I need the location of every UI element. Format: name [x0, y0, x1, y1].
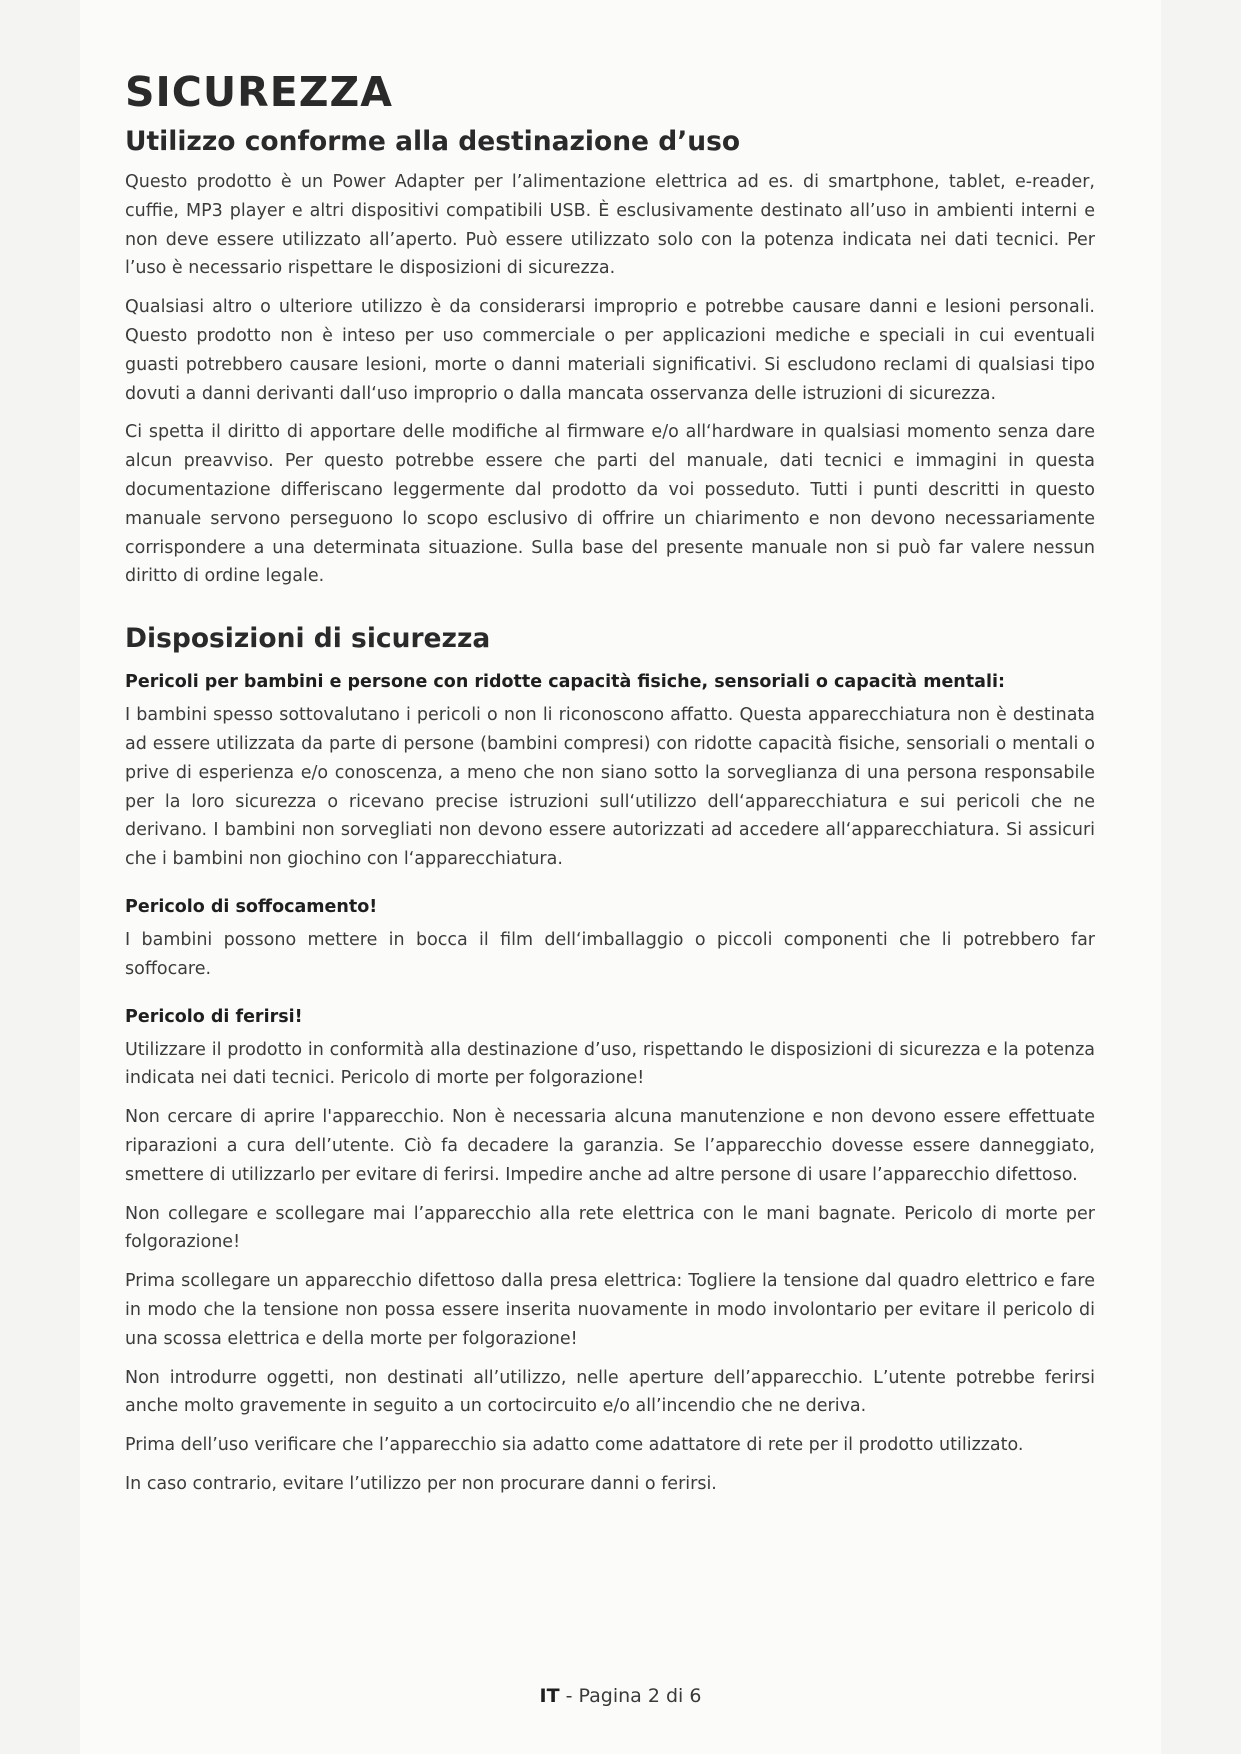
paragraph: Ci spetta il diritto di apportare delle modifiche al firmware e/o all‘hardware in qualsiasi momento senza dare alcun preavviso. Per questo potrebbe essere che parti del manuale, dati tecnici e immagini in questa documentazione differiscano leggermente dal prodotto da voi posseduto. Tutti i punti descritti in questo manuale servono perseguono lo scopo esclusivo di offrire un chiarimento e non devono necessariamente corrispondere a una determinata situazione. Sulla base del presente manuale non si può far valere nessun diritto di ordine legale. — [125, 422, 1095, 587]
subsection-heading-children-risks: Pericoli per bambini e persone con ridotte capacità fisiche, sensoriali o capacità mentali: — [125, 672, 1005, 693]
section-heading-intended-use: Utilizzo conforme alla destinazione d’uso — [125, 126, 741, 157]
footer-page-number: - Pagina 2 di 6 — [565, 1685, 702, 1707]
paragraph: In caso contrario, evitare l’utilizzo per non procurare danni o ferirsi. — [125, 1473, 717, 1494]
document-content — [125, 62, 1095, 1509]
paragraph: Non cercare di aprire l'apparecchio. Non è necessaria alcuna manutenzione e non devono essere effettuate riparazioni a cura dell’utente. Ciò fa decadere la garanzia. Se l’apparecchio dovesse essere danneggiato, smettere di utilizzarlo per evitare di ferirsi. Impedire anche ad altre persone di usare l’apparecchio difettoso. — [125, 1107, 1095, 1185]
paragraph: Prima dell’uso verificare che l’apparecchio sia adatto come adattatore di rete per il prodotto utilizzato. — [125, 1435, 1024, 1456]
paragraph: Prima scollegare un apparecchio difettoso dalla presa elettrica: Togliere la tensione dal quadro elettrico e fare in modo che la tensione non possa essere inserita nuovamente in modo involontario per evitare il pericolo di una scossa elettrica e della morte per folgorazione! — [125, 1271, 1095, 1349]
page-footer — [0, 1685, 1241, 1707]
paragraph: Non collegare e scollegare mai l’apparecchio alla rete elettrica con le mani bagnate. Pericolo di morte per folgorazione! — [125, 1203, 1095, 1253]
section-heading-safety-provisions: Disposizioni di sicurezza — [125, 623, 491, 655]
paragraph: I bambini possono mettere in bocca il film dell‘imballaggio o piccoli componenti che li potrebbero far soffocare. — [125, 929, 1095, 979]
paragraph: Qualsiasi altro o ulteriore utilizzo è da considerarsi improprio e potrebbe causare danni e lesioni personali. Questo prodotto non è inteso per uso commerciale o per applicazioni mediche e speciali in cui eventuali guasti potrebbero causare lesioni, morte o danni materiali significativi. Si escludono reclami di qualsiasi tipo dovuti a danni derivanti dall‘uso improprio o dalla mancata osservanza delle istruzioni di sicurezza. — [125, 297, 1095, 404]
paragraph: Questo prodotto è un Power Adapter per l’alimentazione elettrica ad es. di smartphone, tablet, e-reader, cuffie, MP3 player e altri dispositivi compatibili USB. È esclusivamente destinato all’uso in ambienti interni e non deve essere utilizzato all’aperto. Può essere utilizzato solo con la potenza indicata nei dati tecnici. Per l’uso è necessario rispettare le disposizioni di sicurezza. — [125, 172, 1095, 279]
subsection-heading-suffocation: Pericolo di soffocamento! — [125, 896, 378, 917]
paragraph: Utilizzare il prodotto in conformità alla destinazione d’uso, rispettando le disposizioni di sicurezza e la potenza indicata nei dati tecnici. Pericolo di morte per folgorazione! — [125, 1039, 1095, 1089]
paragraph: I bambini spesso sottovalutano i pericoli o non li riconoscono affatto. Questa apparecchiatura non è destinata ad essere utilizzata da parte di persone (bambini compresi) con ridotte capacità fisiche, sensoriali o mentali o prive di esperienza e/o conoscenza, a meno che non siano sotto la sorveglianza di una persona responsabile per la loro sicurezza o ricevano precise istruzioni sull‘utilizzo dell‘apparecchiatura e sui pericoli che ne derivano. I bambini non sorvegliati non devono essere autorizzati ad accedere all‘apparecchiatura. Si assicuri che i bambini non giochino con l‘apparecchiatura. — [125, 705, 1095, 870]
footer-language: IT — [539, 1685, 560, 1707]
page-title: SICUREZZA — [125, 68, 393, 116]
subsection-heading-injury: Pericolo di ferirsi! — [125, 1006, 303, 1027]
paragraph: Non introdurre oggetti, non destinati all’utilizzo, nelle aperture dell’apparecchio. L’utente potrebbe ferirsi anche molto gravemente in seguito a un cortocircuito e/o all’incendio che ne deriva. — [125, 1367, 1095, 1417]
